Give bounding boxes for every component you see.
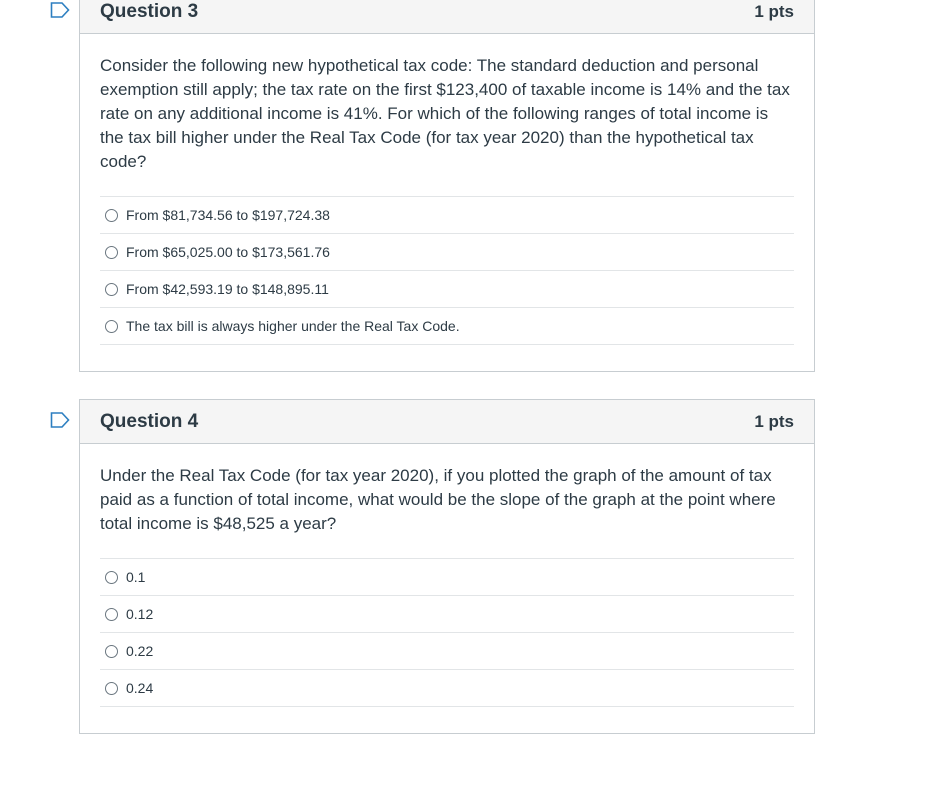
- answer-label[interactable]: From $42,593.19 to $148,895.11: [126, 281, 329, 297]
- flag-question-4-icon[interactable]: [50, 412, 70, 428]
- radio-unchecked-icon[interactable]: [105, 246, 118, 259]
- radio-unchecked-icon[interactable]: [105, 209, 118, 222]
- question-3-text: Consider the following new hypothetical tax code: The standard deduction and personal exemption still apply; the tax rate on the first $123,400 of taxable income is 14% and the tax rate on any additional income is 41%. For which of the following ranges of total income is the tax bill higher under the Real Tax Code (for tax year 2020) than the hypothetical tax code?: [100, 56, 790, 171]
- question-3-title: Question 3: [100, 0, 199, 22]
- answer-option[interactable]: [100, 633, 794, 670]
- flag-question-3-icon[interactable]: [50, 2, 70, 18]
- question-4-title: Question 4: [100, 410, 199, 432]
- question-4-text: Under the Real Tax Code (for tax year 2020), if you plotted the graph of the amount of tax paid as a function of total income, what would be the slope of the graph at the point where total income is $48,525 a year?: [100, 466, 776, 533]
- answer-option[interactable]: [100, 308, 794, 345]
- answer-option[interactable]: [100, 271, 794, 308]
- question-4-body: [80, 444, 814, 733]
- answer-label[interactable]: From $65,025.00 to $173,561.76: [126, 244, 330, 260]
- radio-unchecked-icon[interactable]: [105, 571, 118, 584]
- radio-unchecked-icon[interactable]: [105, 320, 118, 333]
- answer-option[interactable]: [100, 670, 794, 707]
- question-3-header: [80, 0, 814, 34]
- answer-label[interactable]: The tax bill is always higher under the Real Tax Code.: [126, 318, 460, 334]
- question-4-points: 1 pts: [754, 411, 794, 431]
- question-3-body: [80, 34, 814, 371]
- answer-label[interactable]: 0.24: [126, 680, 154, 696]
- radio-unchecked-icon[interactable]: [105, 608, 118, 621]
- question-3-answers: [100, 196, 794, 345]
- question-4-header: [80, 400, 814, 444]
- answer-option[interactable]: [100, 197, 794, 234]
- answer-label[interactable]: 0.1: [126, 569, 146, 585]
- answer-label[interactable]: From $81,734.56 to $197,724.38: [126, 207, 330, 223]
- answer-option[interactable]: [100, 596, 794, 633]
- question-4: [79, 399, 815, 734]
- question-3-points: 1 pts: [754, 1, 794, 21]
- answer-option[interactable]: [100, 559, 794, 596]
- question-4-answers: [100, 558, 794, 707]
- answer-label[interactable]: 0.22: [126, 643, 154, 659]
- radio-unchecked-icon[interactable]: [105, 682, 118, 695]
- radio-unchecked-icon[interactable]: [105, 645, 118, 658]
- radio-unchecked-icon[interactable]: [105, 283, 118, 296]
- answer-label[interactable]: 0.12: [126, 606, 154, 622]
- question-3: [79, 0, 815, 372]
- answer-option[interactable]: [100, 234, 794, 271]
